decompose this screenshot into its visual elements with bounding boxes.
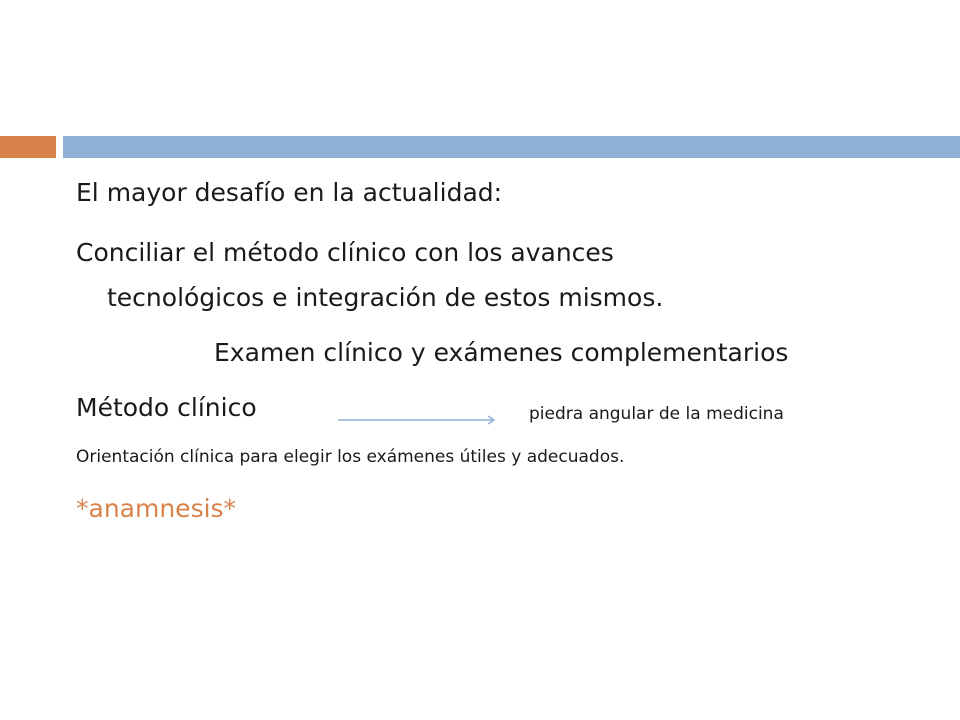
slide-line-4: Método clínico — [76, 393, 257, 422]
slide-line-4-secondary: piedra angular de la medicina — [529, 404, 784, 424]
slide-line-3: Examen clínico y exámenes complementarios — [214, 338, 789, 367]
slide-line-6: *anamnesis* — [76, 494, 237, 523]
slide-line-2: Conciliar el método clínico con los avances — [76, 238, 614, 267]
slide-line-1: El mayor desafío en la actualidad: — [76, 178, 503, 207]
arrow-right-icon — [338, 414, 502, 426]
slide-line-5: Orientación clínica para elegir los exámenes útiles y adecuados. — [76, 447, 625, 467]
slide-line-2-continued: tecnológicos e integración de estos mismos. — [107, 283, 664, 312]
